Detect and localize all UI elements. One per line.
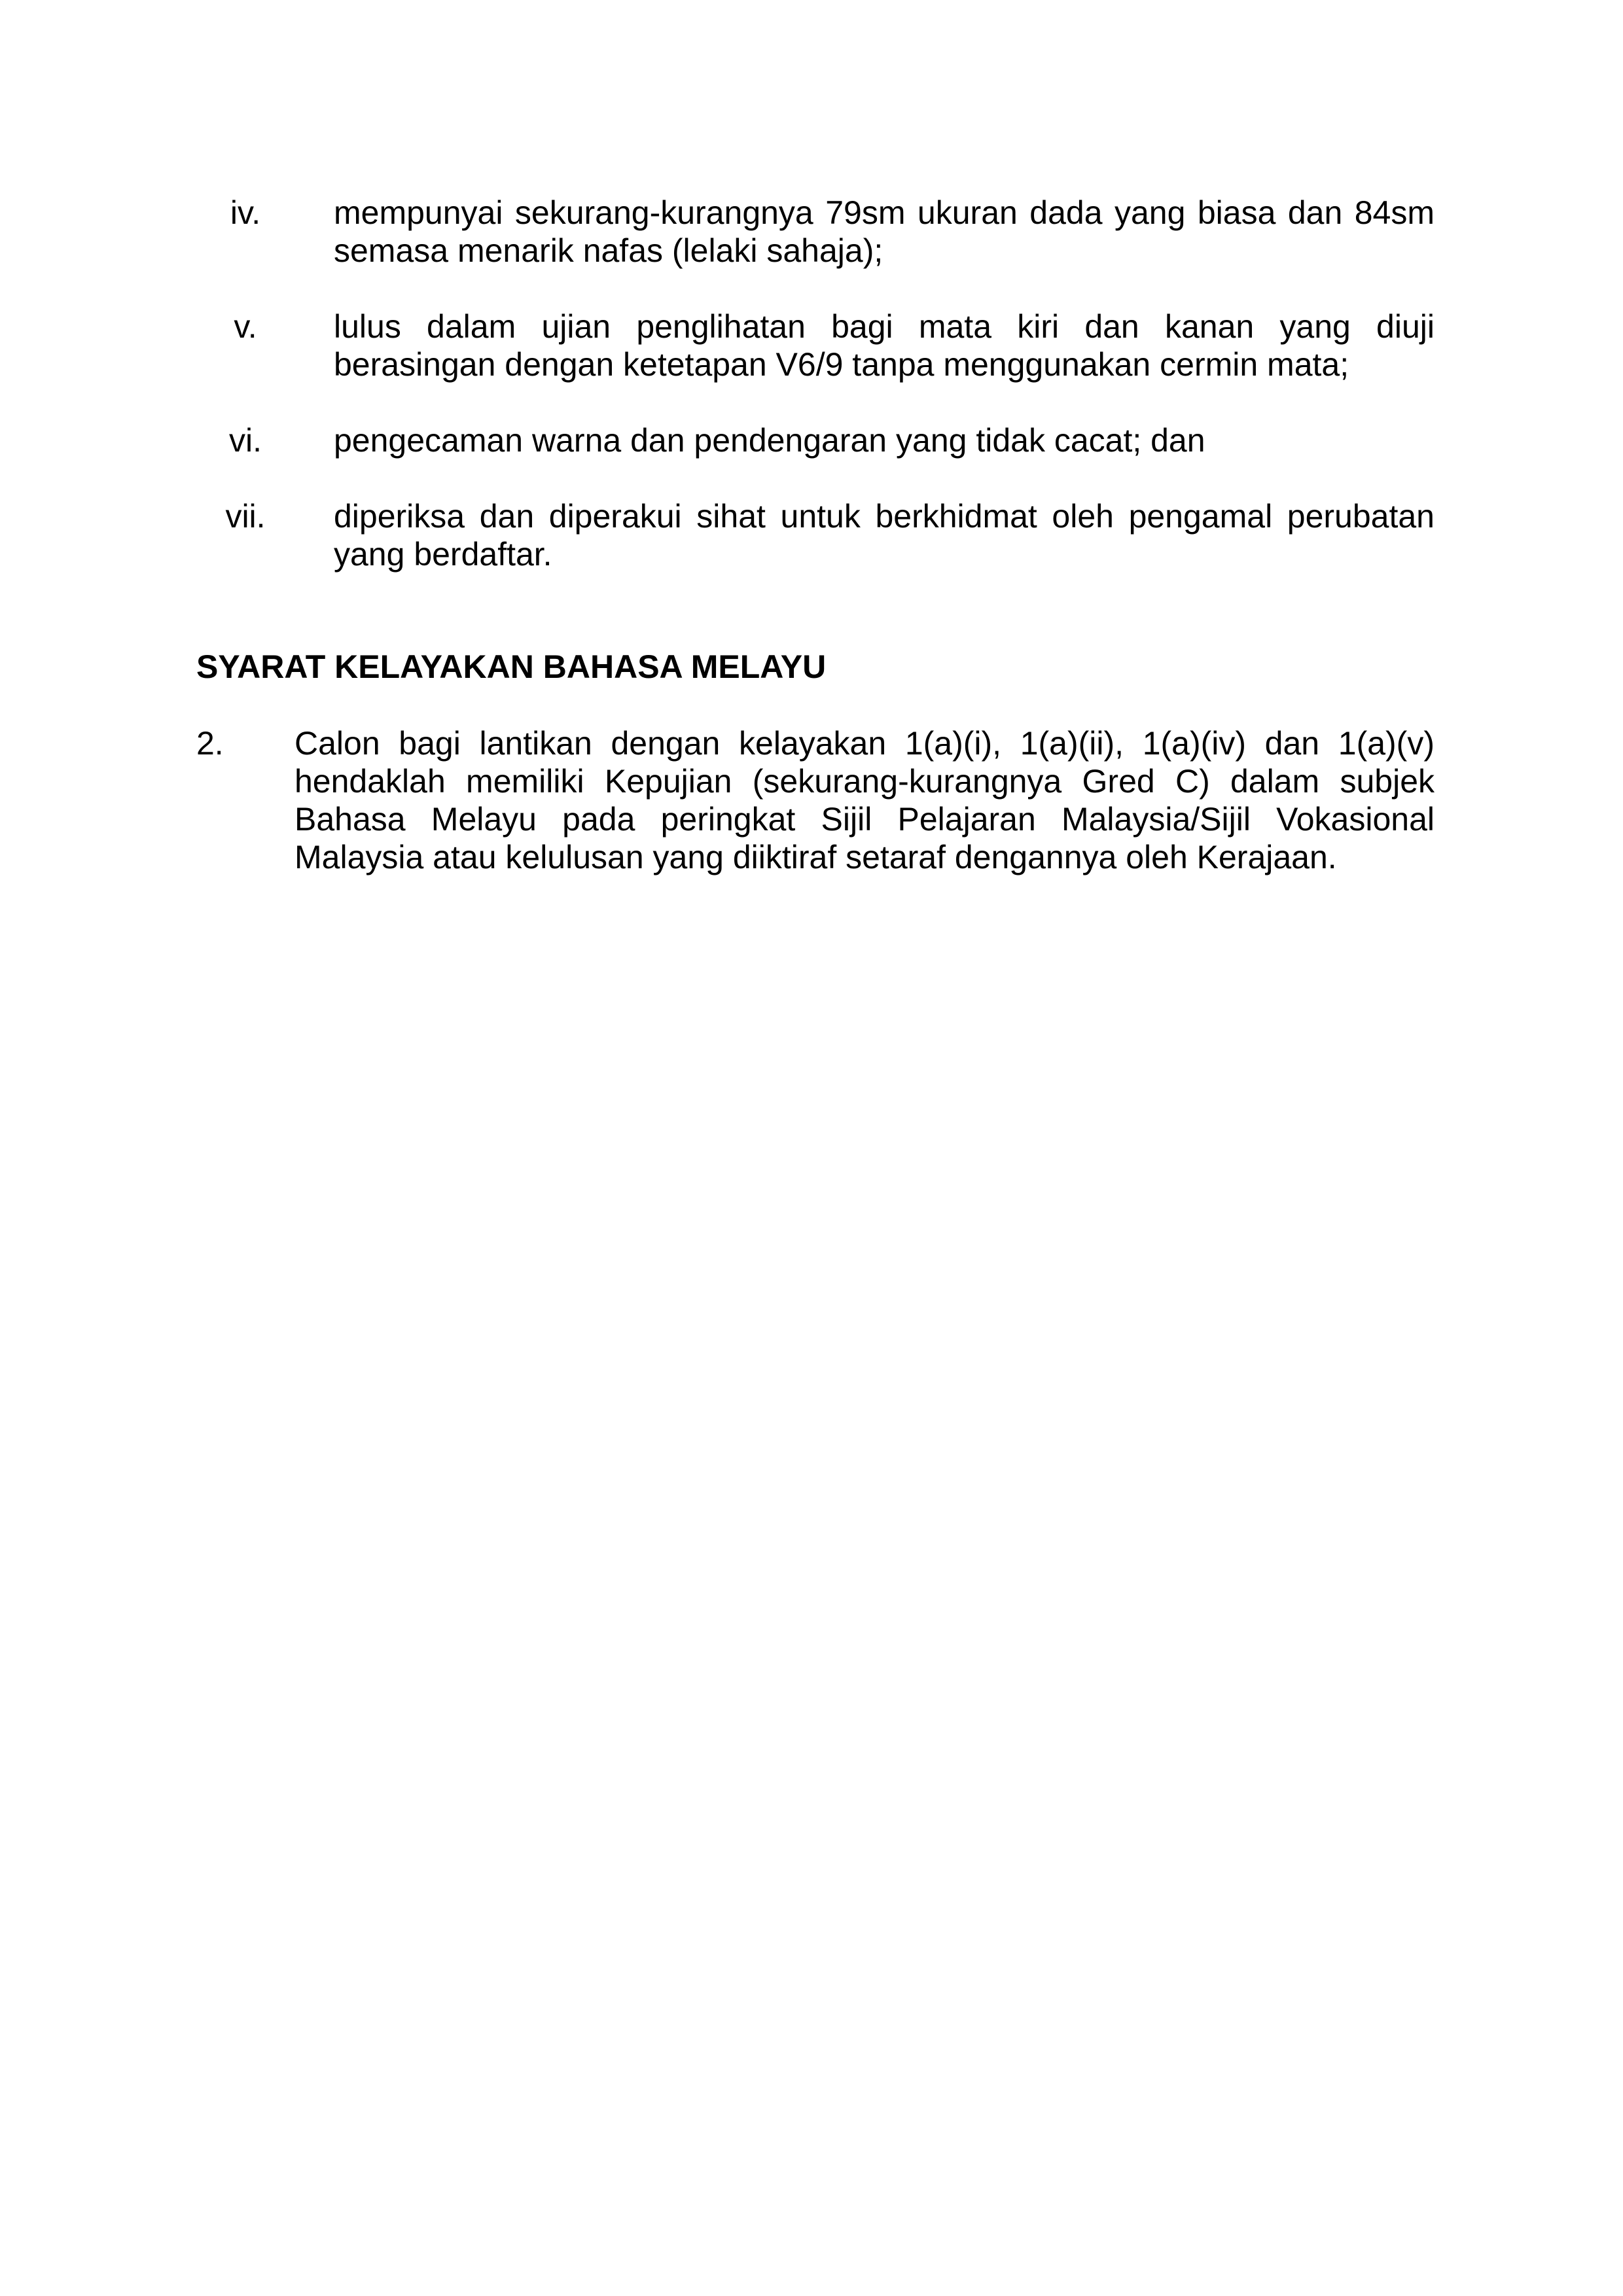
list-item-numeral: iv. <box>230 194 261 231</box>
list-item-text: lulus dalam ujian penglihatan bagi mata kiri dan kanan yang diuji berasingan dengan ketetapan V6/9 tanpa menggunakan cermin mata; <box>334 308 1435 383</box>
list-item <box>196 497 1435 573</box>
list-item-numeral: vii. <box>225 498 266 535</box>
requirements-list <box>196 194 1435 611</box>
list-item <box>196 194 1435 270</box>
list-item-text: pengecaman warna dan pendengaran yang tidak cacat; dan <box>334 422 1205 459</box>
list-item-text: mempunyai sekurang-kurangnya 79sm ukuran dada yang biasa dan 84sm semasa menarik nafas (lelaki sahaja); <box>334 194 1435 269</box>
list-item <box>196 308 1435 383</box>
list-item <box>196 421 1435 459</box>
numbered-paragraph <box>196 724 1435 876</box>
list-item-numeral: vi. <box>229 422 262 459</box>
section-heading: SYARAT KELAYAKAN BAHASA MELAYU <box>196 648 827 685</box>
paragraph-text: Calon bagi lantikan dengan kelayakan 1(a)(i), 1(a)(ii), 1(a)(iv) dan 1(a)(v) hendaklah memiliki Kepujian (sekurang-kurangnya Gred C) dalam subjek Bahasa Melayu pada peringkat Sijil Pelajaran Malaysia/Sijil Vokasional Malaysia atau kelulusan yang diiktiraf setaraf dengannya oleh Kerajaan. <box>294 725 1435 875</box>
list-item-numeral: v. <box>234 308 257 345</box>
paragraph-number: 2. <box>196 725 224 762</box>
list-item-text: diperiksa dan diperakui sihat untuk berkhidmat oleh pengamal perubatan yang berdaftar. <box>334 498 1435 573</box>
